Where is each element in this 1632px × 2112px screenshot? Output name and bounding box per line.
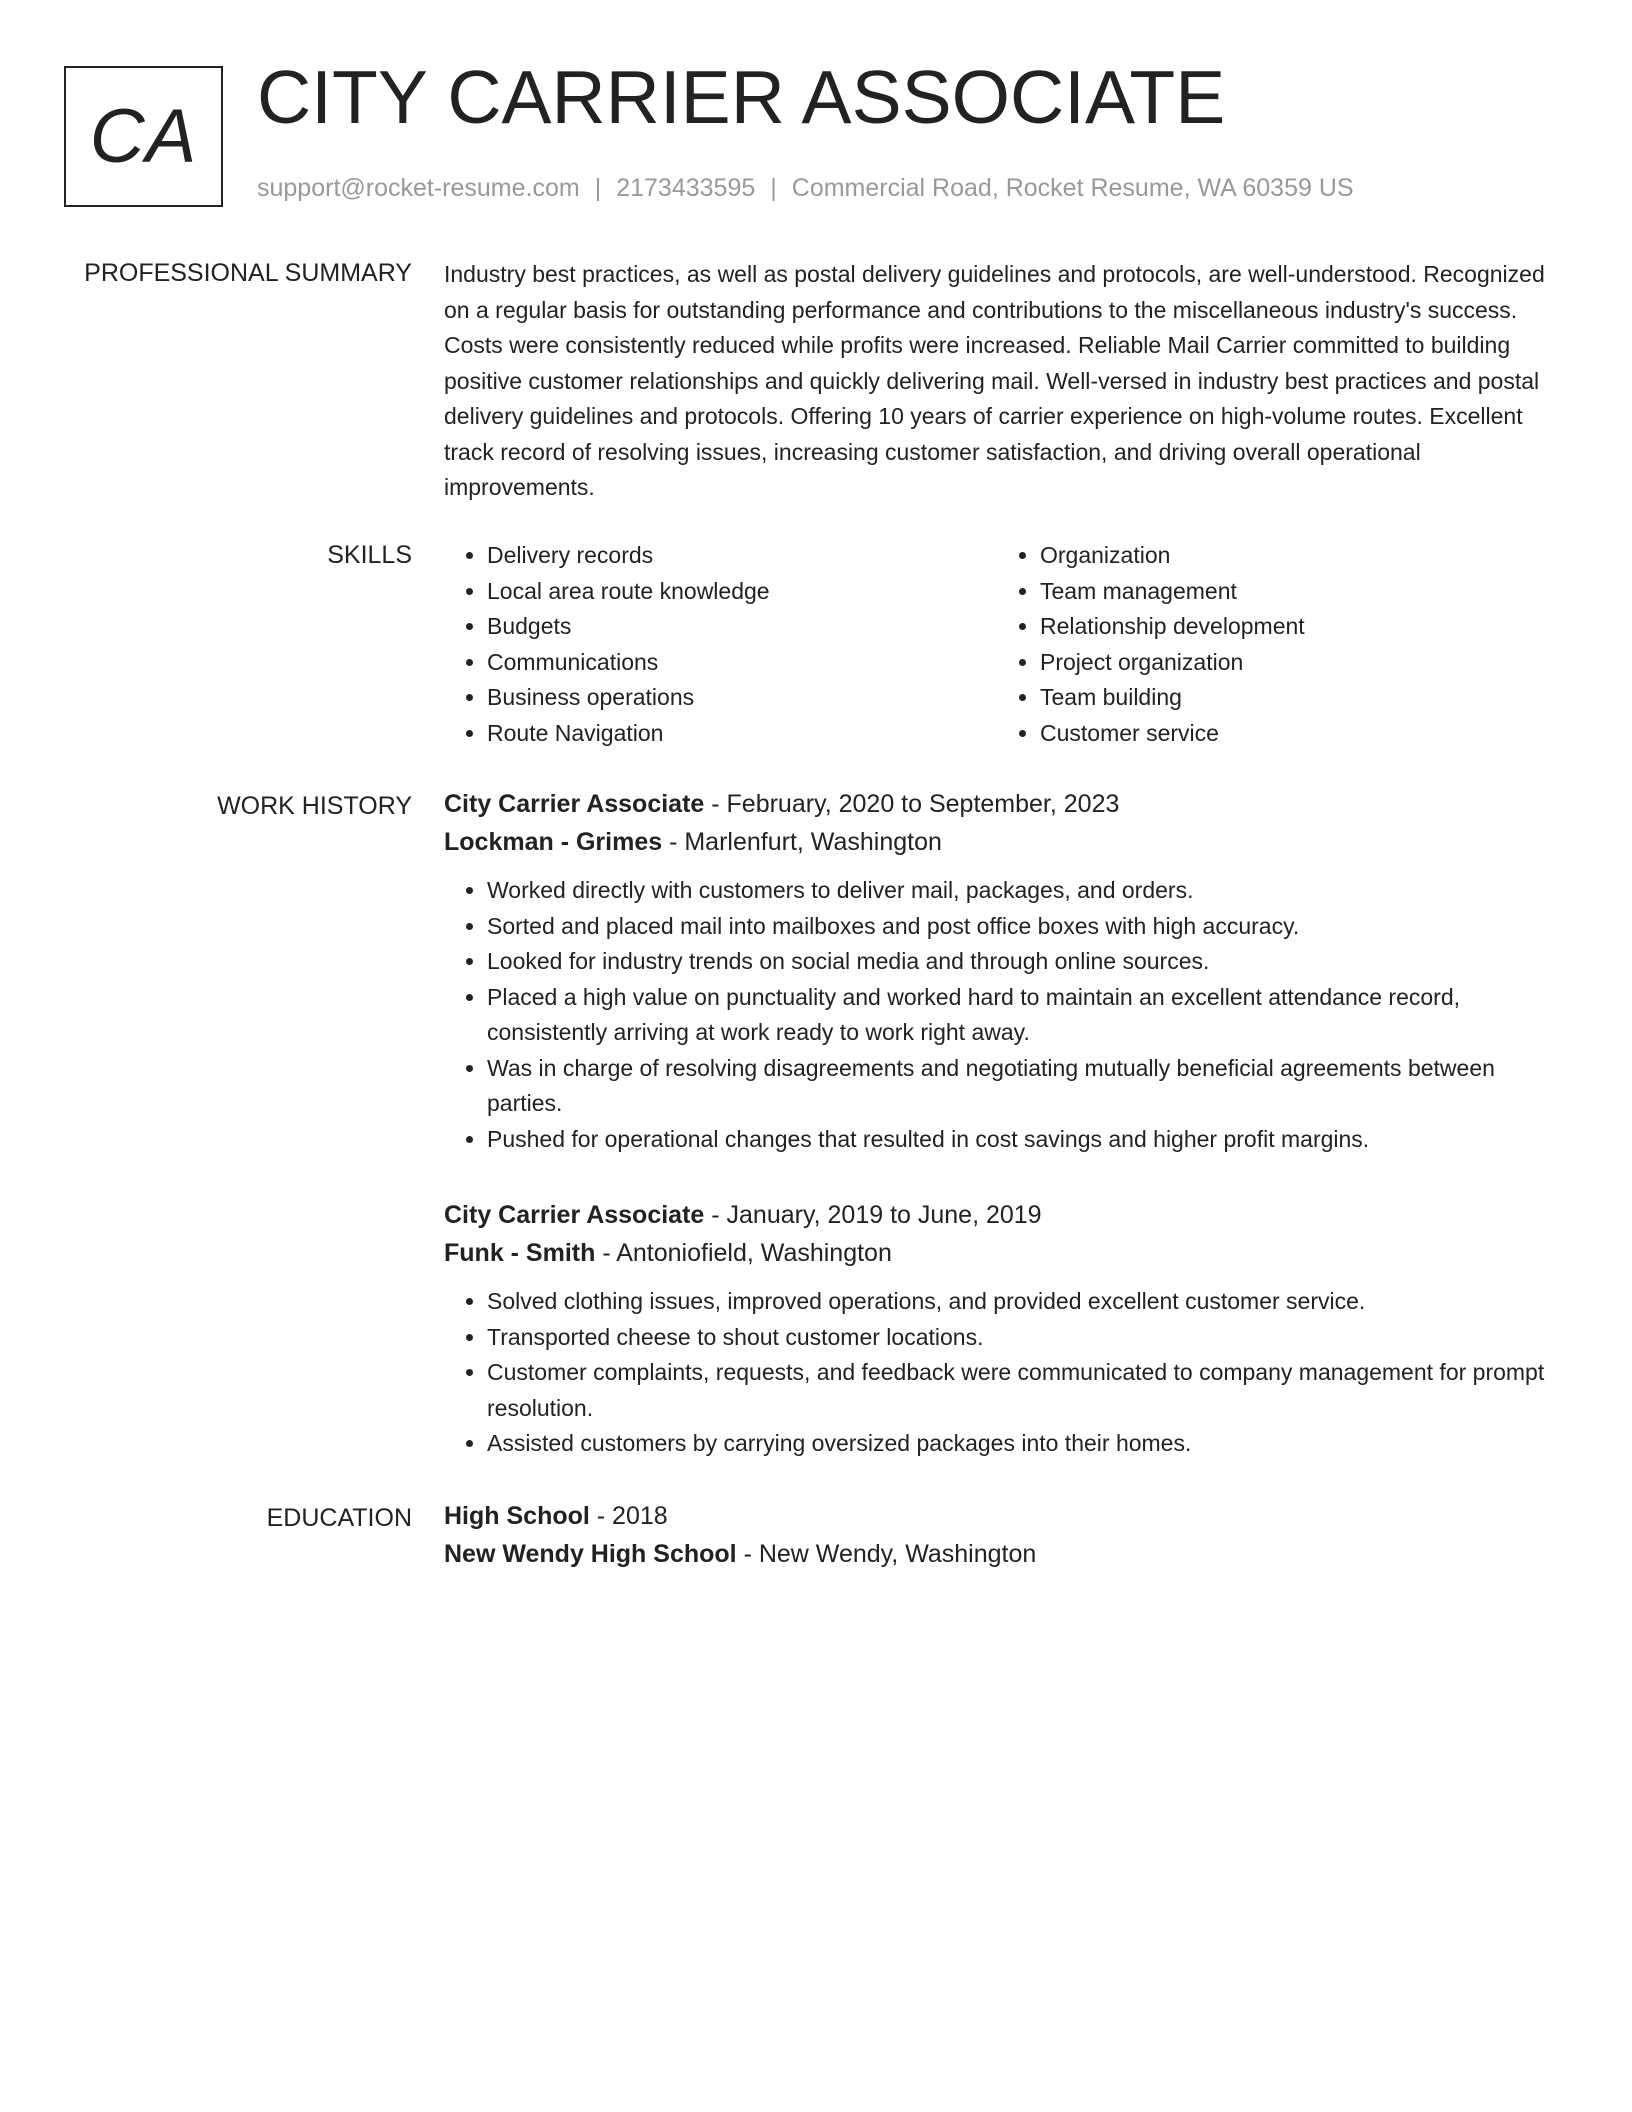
contact-phone: 2173433595: [616, 174, 756, 202]
skill-item: • Business operations: [487, 680, 997, 716]
resume-title: CITY CARRIER ASSOCIATE: [257, 55, 1226, 139]
contact-email: support@rocket-resume.com: [257, 174, 580, 202]
summary-section: [444, 257, 1550, 506]
education-year: - 2018: [589, 1502, 668, 1530]
skills-grid: [444, 538, 1550, 751]
skill-item: • Customer service: [1040, 716, 1550, 752]
job-title-line: [444, 1196, 1550, 1234]
job-dates: - January, 2019 to June, 2019: [704, 1201, 1042, 1229]
skill-item: • Team management: [1040, 574, 1550, 610]
job-bullet: • Was in charge of resolving disagreements and negotiating mutually beneficial agreements between parties.: [487, 1051, 1550, 1122]
job-entry: [444, 1196, 1550, 1462]
education-location: - New Wendy, Washington: [736, 1540, 1037, 1568]
job-bullet: • Assisted customers by carrying oversized packages into their homes.: [487, 1426, 1550, 1462]
job-bullets: [444, 873, 1550, 1157]
education-school-line: [444, 1535, 1550, 1573]
job-bullet: • Worked directly with customers to deliver mail, packages, and orders.: [487, 873, 1550, 909]
section-label-work-history: WORK HISTORY: [217, 792, 412, 820]
job-dates: - February, 2020 to September, 2023: [704, 790, 1120, 818]
monogram-initials: CA: [89, 93, 198, 179]
job-bullet: • Pushed for operational changes that resulted in cost savings and higher profit margins.: [487, 1122, 1550, 1158]
job-location: - Marlenfurt, Washington: [662, 828, 942, 856]
skills-section: [444, 538, 1550, 751]
job-bullet: • Sorted and placed mail into mailboxes and post office boxes with high accuracy.: [487, 909, 1550, 945]
skill-item: • Project organization: [1040, 645, 1550, 681]
skill-item: • Budgets: [487, 609, 997, 645]
job-title: City Carrier Associate: [444, 1201, 705, 1229]
skill-item: • Team building: [1040, 680, 1550, 716]
section-label-skills: SKILLS: [327, 541, 412, 569]
skill-item: • Delivery records: [487, 538, 997, 574]
job-company: Lockman - Grimes: [444, 828, 663, 856]
contact-separator: |: [770, 174, 777, 202]
skill-item: • Relationship development: [1040, 609, 1550, 645]
job-title-line: [444, 785, 1550, 823]
contact-address: Commercial Road, Rocket Resume, WA 60359 US: [791, 174, 1354, 202]
job-location: - Antoniofield, Washington: [595, 1239, 892, 1267]
job-title: City Carrier Associate: [444, 790, 705, 818]
job-company: Funk - Smith: [444, 1239, 596, 1267]
monogram-box: [64, 66, 223, 207]
summary-text: Industry best practices, as well as postal delivery guidelines and protocols, are well-understood. Recognized on a regular basis for outstanding performance and contributions to the miscellaneous industry's success. Costs were consistently reduced while profits were increased. Reliable Mail Carrier committed to building positive customer relationships and quickly delivering mail. Well-versed in industry best practices and postal delivery guidelines and protocols. Offering 10 years of carrier experience on high-volume routes. Excellent track record of resolving issues, increasing customer satisfaction, and driving overall operational improvements.: [444, 261, 1545, 500]
education-school: New Wendy High School: [444, 1540, 737, 1568]
job-bullet: • Customer complaints, requests, and feedback were communicated to company management for prompt resolution.: [487, 1355, 1550, 1426]
contact-separator: |: [594, 174, 602, 202]
section-label-education: EDUCATION: [266, 1504, 412, 1532]
job-bullets: [444, 1284, 1550, 1462]
skill-item: • Communications: [487, 645, 997, 681]
skills-list-left: [444, 538, 997, 751]
section-label-summary: PROFESSIONAL SUMMARY: [84, 259, 412, 287]
education-degree-line: [444, 1497, 1550, 1535]
job-company-line: [444, 823, 1550, 861]
skill-item: • Local area route knowledge: [487, 574, 997, 610]
job-bullet: • Looked for industry trends on social media and through online sources.: [487, 944, 1550, 980]
job-bullet: • Transported cheese to shout customer locations.: [487, 1320, 1550, 1356]
job-company-line: [444, 1234, 1550, 1272]
skill-item: • Route Navigation: [487, 716, 997, 752]
education-degree: High School: [444, 1502, 590, 1530]
job-bullet: • Solved clothing issues, improved operations, and provided excellent customer service.: [487, 1284, 1550, 1320]
job-bullet: • Placed a high value on punctuality and worked hard to maintain an excellent attendance record, consistently arriving at work ready to work right away.: [487, 980, 1550, 1051]
skill-item: • Organization: [1040, 538, 1550, 574]
contact-line: [257, 174, 1354, 203]
education-section: [444, 1497, 1550, 1573]
job-entry: [444, 785, 1550, 1157]
skills-list-right: [997, 538, 1550, 751]
